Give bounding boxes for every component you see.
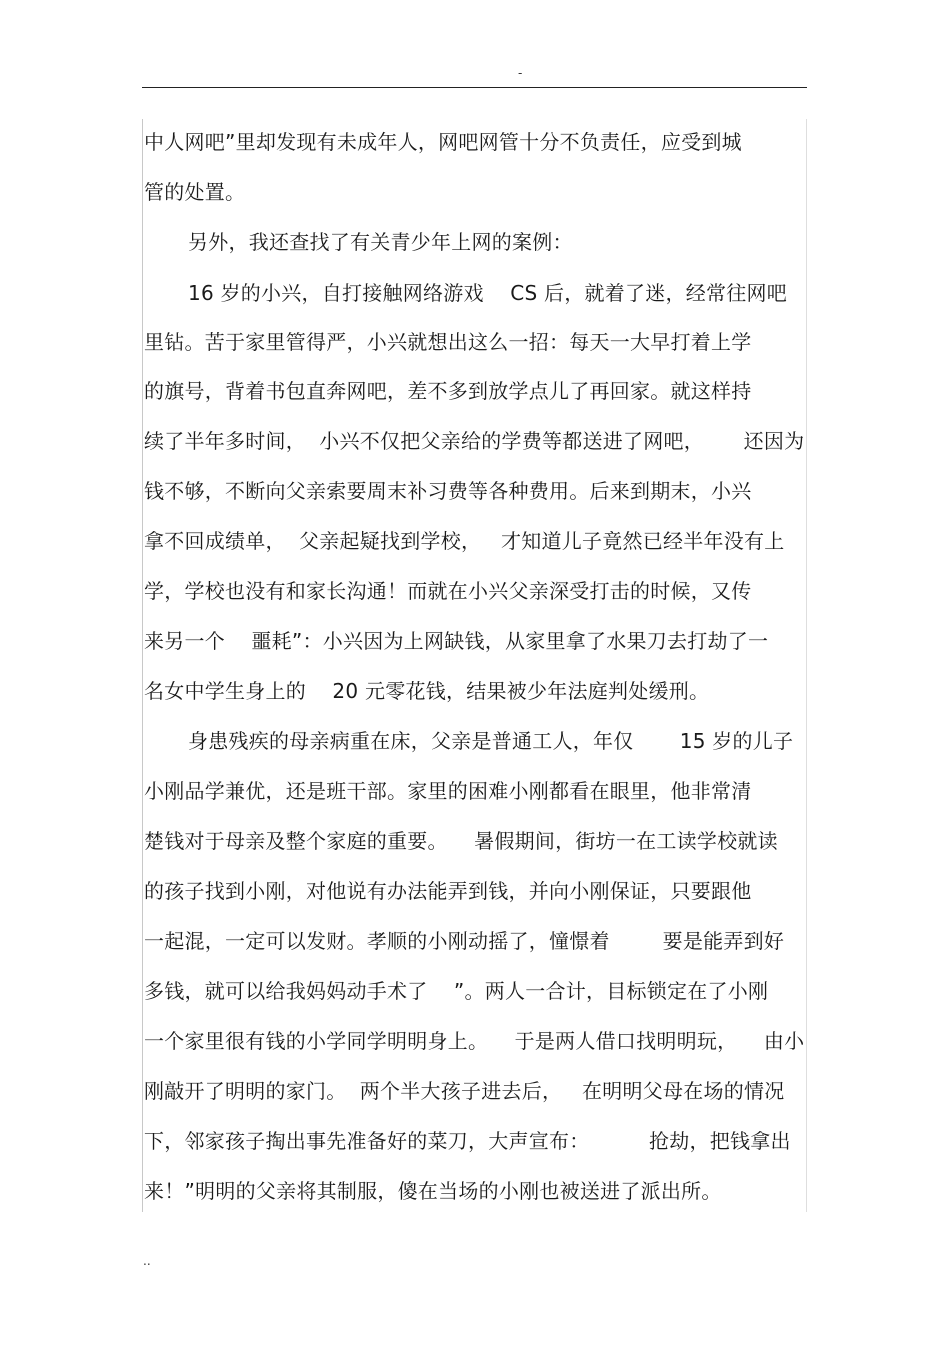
text-line: 16 岁的小兴，自打接触网络游戏 CS 后，就着了迷，经常往网吧: [188, 281, 788, 305]
page-footer-mark: ..: [143, 1254, 151, 1268]
right-margin-line: [806, 119, 807, 1212]
text-line: 一起混，一定可以发财。孝顺的小刚动摇了，憧憬着 要是能弄到好: [144, 929, 785, 953]
text-line: 另外，我还查找了有关青少年上网的案例：: [188, 230, 573, 254]
text-line: 中人网吧”里却发现有未成年人，网吧网管十分不负责任，应受到城: [144, 130, 742, 154]
text-line: 身患残疾的母亲病重在床，父亲是普通工人，年仅 15 岁的儿子: [188, 729, 794, 753]
text-line: 楚钱对于母亲及整个家庭的重要。 暑假期间，街坊一在工读学校就读: [144, 829, 778, 853]
header-divider: [142, 87, 807, 88]
text-line: 多钱，就可以给我妈妈动手术了 ”。两人一合计，目标锁定在了小刚: [144, 979, 769, 1003]
text-line: 下，邻家孩子掏出事先准备好的菜刀，大声宣布： 抢劫，把钱拿出: [144, 1129, 791, 1153]
text-line: 的孩子找到小刚，对他说有办法能弄到钱，并向小刚保证，只要跟他: [144, 879, 752, 903]
page-header-mark: -: [518, 66, 523, 80]
text-line: 钱不够，不断向父亲索要周末补习费等各种费用。后来到期末，小兴: [144, 479, 752, 503]
text-line: 学，学校也没有和家长沟通！而就在小兴父亲深受打击的时候，又传: [144, 579, 752, 603]
text-line: 名女中学生身上的 20 元零花钱，结果被少年法庭判处缓刑。: [144, 679, 710, 703]
text-line: 一个家里很有钱的小学同学明明身上。 于是两人借口找明明玩， 由小: [144, 1029, 805, 1053]
text-line: 里钻。苦于家里管得严，小兴就想出这么一招：每天一大早打着上学: [144, 330, 752, 354]
text-line: 来！”明明的父亲将其制服，傻在当场的小刚也被送进了派出所。: [144, 1179, 722, 1203]
text-line: 续了半年多时间， 小兴不仅把父亲给的学费等都送进了网吧， 还因为: [144, 429, 805, 453]
text-line: 刚敲开了明明的家门。 两个半大孩子进去后， 在明明父母在场的情况: [144, 1079, 785, 1103]
left-margin-line: [142, 119, 143, 1212]
text-line: 小刚品学兼优，还是班干部。家里的困难小刚都看在眼里，他非常清: [144, 779, 752, 803]
text-line: 的旗号，背着书包直奔网吧，差不多到放学点儿了再回家。就这样持: [144, 379, 752, 403]
text-line: 拿不回成绩单， 父亲起疑找到学校， 才知道儿子竟然已经半年没有上: [144, 529, 785, 553]
text-line: 管的处置。: [144, 180, 246, 204]
text-line: 来另一个 噩耗”：小兴因为上网缺钱，从家里拿了水果刀去打劫了一: [144, 629, 769, 653]
